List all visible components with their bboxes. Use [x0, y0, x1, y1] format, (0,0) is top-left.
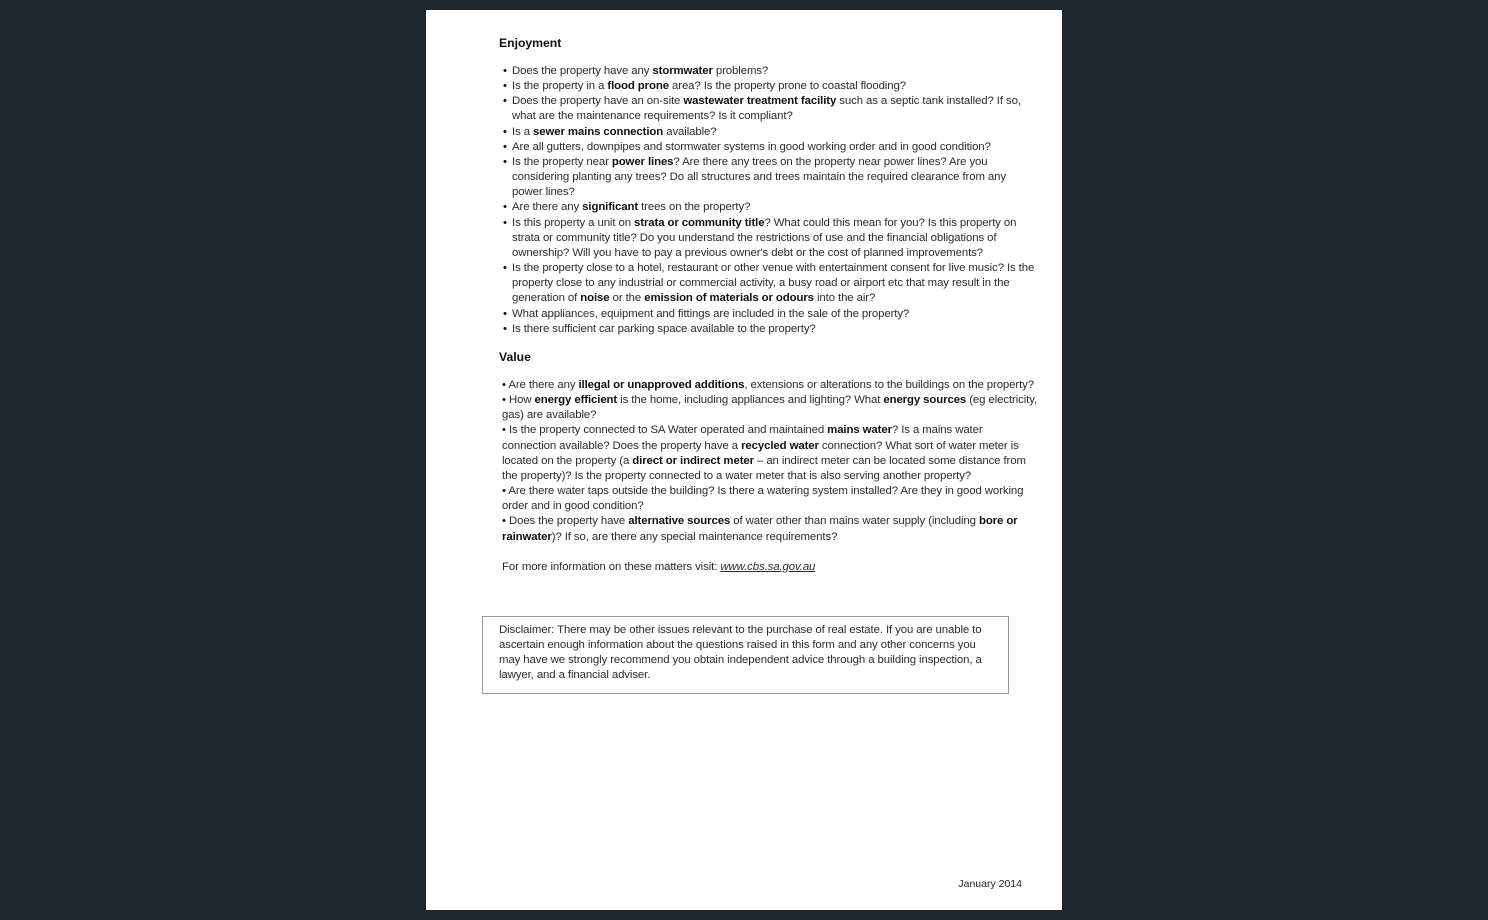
cbs-website-link[interactable]: www.cbs.sa.gov.au: [720, 560, 816, 573]
list-item: • Is the property near power lines? Are there any trees on the property near power lines? Are you considering planting any trees? Do all structures and trees maintain the required clearance from any power lines?: [503, 155, 1006, 199]
list-item: • Are there water taps outside the building? Is there a watering system installed? Are they in good working order and in good condition?: [502, 485, 1024, 513]
list-item: • Is the property close to a hotel, restaurant or other venue with entertainment consent for live music? Is the property close to any industrial or commercial activity, a busy road or airport etc that may result in the generation of noise or the emission of materials or odours into the air?: [503, 262, 1035, 305]
list-item: • Are all gutters, downpipes and stormwater systems in good working order and in good condition?: [503, 140, 991, 153]
value-list: [502, 378, 1038, 575]
value-heading: Value: [499, 350, 531, 364]
footer-date: January 2014: [958, 878, 1022, 890]
list-item: • Is the property in a flood prone area? Is the property prone to coastal flooding?: [503, 80, 906, 93]
disclaimer-box: [482, 616, 1009, 694]
list-item: • What appliances, equipment and fittings are included in the sale of the property?: [503, 307, 910, 320]
document-page: [426, 10, 1062, 910]
enjoyment-heading: Enjoyment: [499, 36, 562, 50]
list-item: • Does the property have any stormwater problems?: [503, 65, 769, 77]
disclaimer-text: Disclaimer: There may be other issues relevant to the purchase of real estate. If you are unable to ascertain enough information about the questions raised in this form and any other concerns you may have we strongly recommend you obtain independent advice through a building inspection, a lawyer, and a financial adviser.: [499, 624, 982, 682]
list-item: • Does the property have an on-site wastewater treatment facility such as a septic tank installed? If so, what are the maintenance requirements? Is it compliant?: [503, 95, 1021, 123]
enjoyment-list: [503, 64, 1037, 337]
list-item: • Is the property connected to SA Water operated and maintained mains water? Is a mains water connection available? Does the property have a recycled water connection? What sort of water meter is located on the property (a direct or indirect meter – an indirect meter can be located some distance from the property)? Is the property connected to a water meter that is also serving another property?: [502, 424, 1026, 482]
list-item: • How energy efficient is the home, including appliances and lighting? What energy sources (eg electricity, gas) are available?: [502, 394, 1038, 422]
list-item: • Does the property have alternative sources of water other than mains water supply (including bore or rainwater)? If so, are there any special maintenance requirements?: [502, 515, 1018, 543]
more-info: For more information on these matters visit: www.cbs.sa.gov.au: [502, 560, 816, 573]
list-item: • Is a sewer mains connection available?: [503, 125, 717, 138]
list-item: • Is this property a unit on strata or community title? What could this mean for you? Is this property on strata or community title? Do you understand the restrictions of use and the financial obligations of ownership? Will you have to pay a previous owner's debt or the cost of planned improvements?: [503, 216, 1017, 259]
list-item: • Are there any illegal or unapproved additions, extensions or alterations to the buildings on the property?: [502, 379, 1034, 391]
list-item: • Are there any significant trees on the property?: [503, 201, 751, 214]
list-item: • Is there sufficient car parking space available to the property?: [503, 322, 816, 335]
